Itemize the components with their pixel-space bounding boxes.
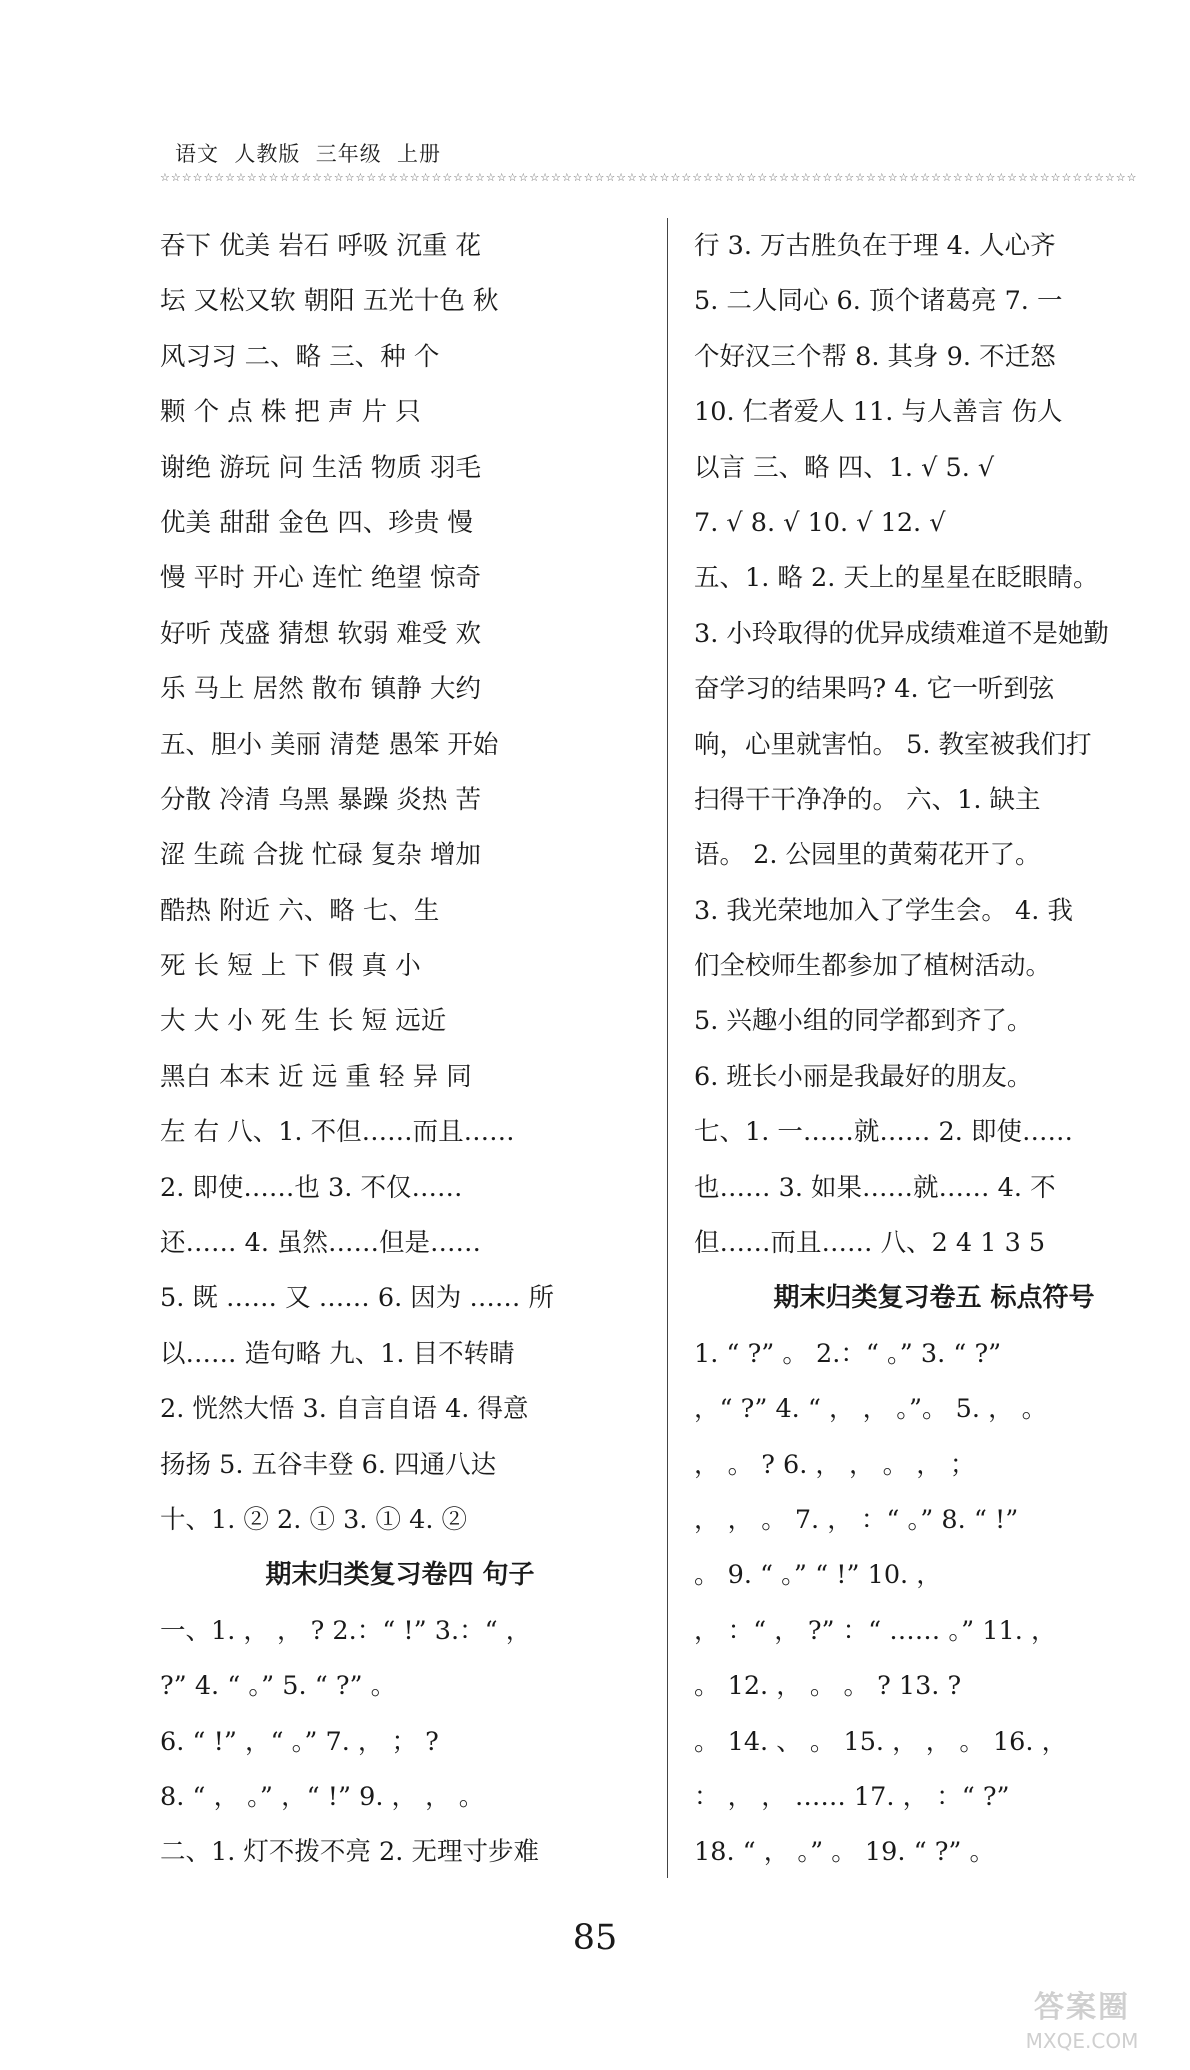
right-line: 们全校师生都参加了植树活动。 (694, 951, 1052, 982)
left-line: 酷热 附近 六、略 七、生 (160, 895, 440, 926)
left-line: 还…… 4. 虽然……但是…… (160, 1228, 482, 1259)
left-line: 慢 平时 开心 连忙 绝望 惊奇 (160, 563, 482, 594)
right-line: 。 9. “ 。” “ !” 10. ， (694, 1560, 942, 1591)
right-line: ，“ ?” 4. “ ， ， 。”。 5. ， 。 (694, 1394, 1048, 1425)
left-line: 2. 即使……也 3. 不仅…… (160, 1172, 463, 1203)
right-line: 。 12. ， 。 。 ? 13. ? (694, 1671, 962, 1702)
right-line: ， ：“ ， ?” ：“ …… 。” 11. ， (694, 1615, 1057, 1646)
right-line: 奋学习的结果吗? 4. 它一听到弦 (694, 674, 1055, 705)
right-line: 五、1. 略 2. 天上的星星在眨眼睛。 (694, 563, 1099, 594)
right-line: ， 。 ? 6. ， ， 。 ， ； (694, 1449, 976, 1480)
right-line: 扫得干干净净的。 六、1. 缺主 (694, 784, 1041, 815)
right-line: 行 3. 万古胜负在于理 4. 人心齐 (694, 231, 1056, 261)
left-line: 5. 既 …… 又 …… 6. 因为 …… 所 (160, 1283, 555, 1314)
left-line: 死 长 短 上 下 假 真 小 (160, 951, 421, 982)
right-line: 个好汉三个帮 8. 其身 9. 不迁怒 (694, 341, 1056, 372)
right-line: 10. 仁者爱人 11. 与人善言 伤人 (694, 397, 1063, 428)
left-line: 乐 马上 居然 散布 镇静 大约 (160, 674, 482, 705)
right-line: 18. “ ， 。” 。 19. “ ?” 。 (694, 1837, 996, 1868)
page-number: 85 (572, 1918, 618, 1958)
right-line: 6. 班长小丽是我最好的朋友。 (694, 1061, 1033, 1092)
section-heading: 期末归类复习卷五 标点符号 (773, 1283, 1095, 1314)
left-line: 好听 茂盛 猜想 软弱 难受 欢 (160, 618, 482, 649)
column-divider (667, 218, 668, 1878)
decorative-star-rule: ☆☆☆☆☆☆☆☆☆☆☆☆☆☆☆☆☆☆☆☆☆☆☆☆☆☆☆☆☆☆☆☆☆☆☆☆☆☆☆☆☆☆☆☆☆☆☆☆☆☆☆☆☆☆☆☆☆☆☆☆☆☆☆☆☆☆☆☆☆☆☆☆☆☆☆☆☆☆☆☆☆☆☆☆☆☆☆☆☆☆ (160, 172, 1138, 184)
watermark-title: 答案圈 (1034, 1990, 1130, 2025)
right-line: 3. 小玲取得的优异成绩难道不是她勤 (694, 618, 1109, 649)
left-line: 分散 冷清 乌黑 暴躁 炎热 苦 (160, 784, 482, 815)
left-line: 风习习 二、略 三、种 个 (160, 341, 440, 372)
right-line: 3. 我光荣地加入了学生会。 4. 我 (694, 895, 1073, 926)
left-line: 二、1. 灯不拨不亮 2. 无理寸步难 (160, 1837, 539, 1868)
right-line: 以言 三、略 四、1. √ 5. √ (694, 452, 995, 483)
left-line: 扬扬 5. 五谷丰登 6. 四通八达 (160, 1449, 497, 1480)
right-line: 。 14. 、 。 15. ， ， 。 16. ， (694, 1726, 1068, 1757)
right-line: 5. 兴趣小组的同学都到齐了。 (694, 1006, 1033, 1037)
left-line: 大 大 小 死 生 长 短 远近 (160, 1006, 447, 1037)
right-line: 七、1. 一……就…… 2. 即使…… (694, 1117, 1073, 1148)
right-line: 5. 二人同心 6. 顶个诸葛亮 7. 一 (694, 286, 1063, 317)
left-line: 8. “ ， 。” ，“ !” 9. ， ， 。 (160, 1781, 485, 1812)
right-line: 响，心里就害怕。 5. 教室被我们打 (694, 729, 1092, 760)
right-line: 但……而且…… 八、2 4 1 3 5 (694, 1228, 1046, 1259)
left-line: 左 右 八、1. 不但……而且…… (160, 1117, 515, 1148)
right-line: 1. “ ?” 。 2.：“ 。” 3. “ ?” (694, 1338, 1002, 1369)
left-line: 6. “ !” ，“ 。” 7. ， ； ? (160, 1726, 439, 1757)
left-line: 黑白 本末 近 远 重 轻 异 同 (160, 1061, 472, 1092)
left-column (160, 224, 640, 1886)
right-line: 语。 2. 公园里的黄菊花开了。 (694, 840, 1041, 871)
left-line: 涩 生疏 合拢 忙碌 复杂 增加 (160, 840, 482, 871)
left-line: 优美 甜甜 金色 四、珍贵 慢 (160, 507, 473, 538)
right-line: 7. √ 8. √ 10. √ 12. √ (694, 507, 946, 538)
left-line: ?” 4. “ 。” 5. “ ?” 。 (160, 1671, 397, 1702)
right-line: ： ， ， …… 17. ， ：“ ?” (694, 1781, 1010, 1812)
left-line: 吞下 优美 岩石 呼吸 沉重 花 (160, 231, 482, 261)
left-line: 2. 恍然大悟 3. 自言自语 4. 得意 (160, 1394, 529, 1425)
left-line: 五、胆小 美丽 清楚 愚笨 开始 (160, 729, 499, 760)
section-heading: 期末归类复习卷四 句子 (265, 1560, 535, 1591)
page-header: 语文 人教版 三年级 上册 (175, 142, 442, 166)
right-line: ， ， 。 7. ， ：“ 。” 8. “ !” (694, 1504, 1019, 1535)
watermark-logo (1002, 1988, 1162, 2060)
left-line: 谢绝 游玩 问 生活 物质 羽毛 (160, 452, 482, 483)
left-line: 以…… 造句略 九、1. 目不转睛 (160, 1338, 515, 1369)
left-line: 颗 个 点 株 把 声 片 只 (160, 397, 421, 428)
left-line: 坛 又松又软 朝阳 五光十色 秋 (160, 286, 499, 317)
left-line: 十、1. ② 2. ① 3. ① 4. ② (160, 1504, 468, 1535)
right-column (694, 224, 1174, 1886)
right-line: 也…… 3. 如果……就…… 4. 不 (694, 1172, 1056, 1203)
left-line: 一、1. ， ， ? 2.：“ !” 3.：“ ， (160, 1615, 532, 1646)
watermark-url: MXQE.COM (1025, 2029, 1139, 2053)
